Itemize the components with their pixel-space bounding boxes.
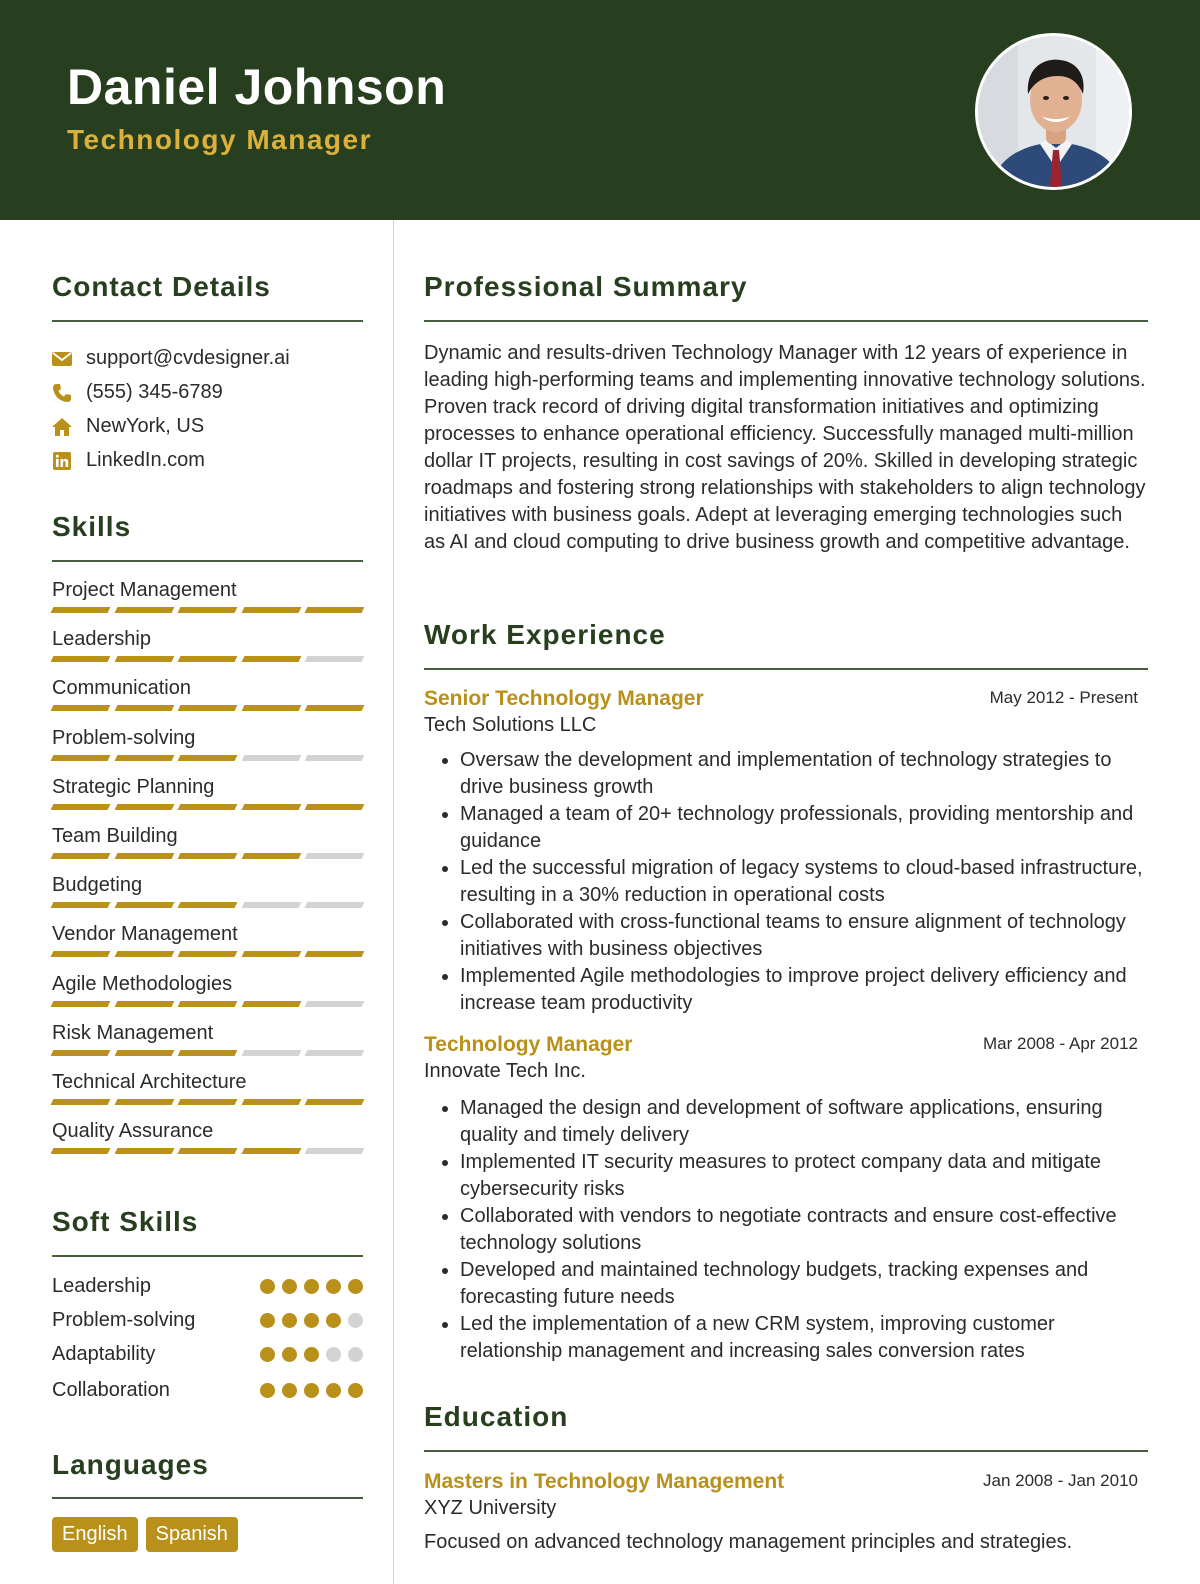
skill-name: Budgeting [52, 874, 143, 896]
skill-item [52, 628, 363, 651]
education-rule [424, 1450, 1148, 1452]
resume-header [0, 0, 1200, 220]
skill-level-segment [241, 902, 301, 908]
skill-level-segment [178, 951, 238, 957]
skill-level-segment [51, 1099, 111, 1105]
rating-dot [326, 1347, 341, 1362]
soft-skill-name: Leadership [52, 1275, 151, 1297]
job-bullet: • Collaborated with cross-functional teams to ensure alignment of technology initiatives with business objectives [460, 909, 1150, 963]
skill-item [52, 1120, 363, 1143]
skill-name: Quality Assurance [52, 1120, 214, 1142]
rating-dot [260, 1279, 275, 1294]
skill-level-bar [52, 705, 363, 711]
job-bullet: • Collaborated with vendors to negotiate contracts and ensure cost-effective technology solutions [460, 1203, 1150, 1257]
skill-level-bar [52, 607, 363, 613]
skill-item [52, 677, 363, 700]
soft-skill-item [52, 1309, 363, 1332]
rating-dot [348, 1313, 363, 1328]
column-divider [393, 220, 394, 1584]
skill-level-segment [241, 1099, 301, 1105]
degree-date: Jan 2008 - Jan 2010 [982, 1471, 1138, 1490]
skill-name: Vendor Management [52, 923, 238, 945]
rating-dot [260, 1347, 275, 1362]
skill-level-segment [241, 804, 301, 810]
skill-level-segment [241, 607, 301, 613]
skill-level-segment [241, 755, 301, 761]
skill-level-segment [114, 607, 174, 613]
contact-rule [52, 320, 363, 322]
skill-level-segment [305, 902, 365, 908]
contact-location-text: NewYork, US [86, 415, 205, 437]
skill-level-bar [52, 1050, 363, 1056]
skill-level-segment [241, 1001, 301, 1007]
rating-dot [304, 1313, 319, 1328]
envelope-icon [52, 349, 72, 369]
skill-level-segment [51, 951, 111, 957]
skill-level-segment [305, 1001, 365, 1007]
skill-level-segment [305, 804, 365, 810]
skill-level-bar [52, 755, 363, 761]
skill-item [52, 776, 363, 799]
skill-name: Agile Methodologies [52, 973, 233, 995]
linkedin-icon [52, 451, 72, 471]
skill-level-bar [52, 1099, 363, 1105]
skill-level-segment [51, 656, 111, 662]
education-heading: Education [424, 1401, 569, 1432]
summary-text: Dynamic and results-driven Technology Manager with 12 years of experience in leading high-performing teams and implementing innovative technology solutions. Proven track record of driving digital transformation initiatives and optimizing processes to enhance operational efficiency. Successfully managed multi-million dollar IT projects, resulting in cost savings of 20%. Skilled in developing strategic roadmaps and fostering strong relationships with stakeholders to align technology initiatives with business goals. Adept at leveraging emerging technologies such as AI and cloud computing to drive business growth and competitive advantage. [424, 342, 1146, 553]
soft-skills-heading: Soft Skills [52, 1206, 199, 1237]
rating-dot [282, 1383, 297, 1398]
skill-item [52, 874, 363, 897]
skill-level-segment [114, 902, 174, 908]
contact-heading: Contact Details [52, 271, 271, 302]
rating-dot [304, 1383, 319, 1398]
rating-dot [326, 1383, 341, 1398]
skill-item [52, 727, 363, 750]
contact-phone-text: (555) 345-6789 [86, 381, 223, 403]
skill-level-segment [51, 853, 111, 859]
degree-title: Masters in Technology Management [424, 1470, 785, 1493]
skill-level-segment [178, 853, 238, 859]
skill-level-segment [305, 656, 365, 662]
skill-item [52, 923, 363, 946]
person-portrait-icon [978, 36, 1132, 190]
contact-email[interactable] [52, 347, 290, 370]
skill-level-segment [241, 1148, 301, 1154]
skill-level-segment [114, 705, 174, 711]
skill-level-bar [52, 1148, 363, 1154]
skill-item [52, 1022, 363, 1045]
rating-dot [348, 1347, 363, 1362]
skill-level-segment [178, 1099, 238, 1105]
skill-name: Project Management [52, 579, 237, 601]
skill-level-segment [241, 951, 301, 957]
home-icon [52, 417, 72, 437]
candidate-title: Technology Manager [67, 124, 372, 155]
contact-phone[interactable] [52, 381, 223, 404]
skill-level-segment [305, 853, 365, 859]
skill-item [52, 579, 363, 602]
job-bullets [460, 1095, 1150, 1365]
candidate-name: Daniel Johnson [67, 59, 447, 115]
rating-dot [304, 1347, 319, 1362]
skill-name: Strategic Planning [52, 776, 215, 798]
rating-dot [348, 1279, 363, 1294]
contact-linkedin[interactable] [52, 449, 205, 472]
job-date: May 2012 - Present [989, 688, 1138, 707]
rating-dot [304, 1279, 319, 1294]
rating-dot [326, 1313, 341, 1328]
skill-level-segment [178, 755, 238, 761]
experience-rule [424, 668, 1148, 670]
job-bullet: • Led the successful migration of legacy systems to cloud-based infrastructure, resulting in a 30% reduction in operational costs [460, 855, 1150, 909]
soft-skill-rating [260, 1347, 363, 1362]
skill-level-segment [51, 902, 111, 908]
skill-level-segment [114, 951, 174, 957]
skill-level-segment [305, 1050, 365, 1056]
soft-skill-rating [260, 1279, 363, 1294]
rating-dot [348, 1383, 363, 1398]
job-bullets [460, 747, 1150, 1017]
skill-item [52, 825, 363, 848]
soft-skill-name: Problem-solving [52, 1309, 196, 1331]
skill-level-segment [114, 1148, 174, 1154]
skills-heading: Skills [52, 511, 132, 542]
language-badge: Spanish [146, 1517, 238, 1552]
experience-heading: Work Experience [424, 619, 666, 650]
skill-level-segment [51, 1148, 111, 1154]
skill-level-segment [305, 1148, 365, 1154]
summary-heading: Professional Summary [424, 271, 748, 302]
summary-rule [424, 320, 1148, 322]
skill-level-segment [114, 1099, 174, 1105]
skill-name: Risk Management [52, 1022, 214, 1044]
job-bullet: • Implemented Agile methodologies to improve project delivery efficiency and increase team productivity [460, 963, 1150, 1017]
job-title: Senior Technology Manager [424, 687, 704, 710]
job-bullet: • Implemented IT security measures to protect company data and mitigate cybersecurity risks [460, 1149, 1150, 1203]
job-bullet: • Managed the design and development of software applications, ensuring quality and timely delivery [460, 1095, 1150, 1149]
skill-level-segment [305, 951, 365, 957]
skill-item [52, 973, 363, 996]
skill-name: Problem-solving [52, 727, 196, 749]
job-date: Mar 2008 - Apr 2012 [983, 1034, 1138, 1053]
skills-rule [52, 560, 363, 562]
rating-dot [326, 1279, 341, 1294]
rating-dot [282, 1347, 297, 1362]
job-company: Innovate Tech Inc. [424, 1060, 586, 1082]
rating-dot [260, 1383, 275, 1398]
skill-level-segment [305, 705, 365, 711]
skill-level-segment [178, 1001, 238, 1007]
job-company: Tech Solutions LLC [424, 714, 597, 736]
skill-level-segment [114, 1001, 174, 1007]
soft-skill-item [52, 1379, 363, 1402]
skill-level-segment [51, 804, 111, 810]
soft-skill-rating [260, 1313, 363, 1328]
skill-name: Communication [52, 677, 191, 699]
soft-skill-name: Collaboration [52, 1379, 170, 1401]
languages-list [52, 1517, 238, 1552]
skill-name: Technical Architecture [52, 1071, 247, 1093]
skill-level-segment [114, 1050, 174, 1056]
skill-level-bar [52, 853, 363, 859]
profile-photo [975, 33, 1132, 190]
skill-level-segment [51, 705, 111, 711]
job-bullet: • Oversaw the development and implementation of technology strategies to drive business growth [460, 747, 1150, 801]
skill-level-segment [305, 1099, 365, 1105]
skill-level-segment [51, 1050, 111, 1056]
skill-level-segment [178, 656, 238, 662]
languages-rule [52, 1497, 363, 1499]
job-bullet: • Led the implementation of a new CRM system, improving customer relationship management and increasing sales conversion rates [460, 1311, 1150, 1365]
soft-skills-rule [52, 1255, 363, 1257]
skill-level-segment [178, 804, 238, 810]
skill-level-segment [305, 607, 365, 613]
rating-dot [282, 1279, 297, 1294]
skill-level-segment [305, 755, 365, 761]
skill-level-segment [178, 705, 238, 711]
soft-skill-item [52, 1343, 363, 1366]
degree-description: Focused on advanced technology management principles and strategies. [424, 1531, 1073, 1553]
skill-level-segment [178, 607, 238, 613]
skill-level-segment [178, 1050, 238, 1056]
skill-level-bar [52, 1001, 363, 1007]
skill-level-segment [241, 1050, 301, 1056]
skill-level-segment [114, 853, 174, 859]
skill-level-segment [114, 755, 174, 761]
soft-skill-name: Adaptability [52, 1343, 156, 1365]
skill-level-segment [241, 853, 301, 859]
skill-level-segment [51, 1001, 111, 1007]
skill-level-segment [114, 804, 174, 810]
job-bullet: • Developed and maintained technology budgets, tracking expenses and forecasting future needs [460, 1257, 1150, 1311]
skill-level-bar [52, 804, 363, 810]
languages-heading: Languages [52, 1449, 209, 1480]
contact-email-text: support@cvdesigner.ai [86, 347, 290, 369]
phone-icon [52, 383, 72, 403]
skill-level-segment [51, 607, 111, 613]
skill-name: Leadership [52, 628, 151, 650]
soft-skill-item [52, 1275, 363, 1298]
skill-level-bar [52, 951, 363, 957]
rating-dot [282, 1313, 297, 1328]
skill-level-segment [241, 656, 301, 662]
skill-level-bar [52, 902, 363, 908]
contact-linkedin-text: LinkedIn.com [86, 449, 205, 471]
skill-name: Team Building [52, 825, 178, 847]
skill-level-segment [178, 1148, 238, 1154]
soft-skill-rating [260, 1383, 363, 1398]
skill-level-segment [241, 705, 301, 711]
job-bullet: • Managed a team of 20+ technology professionals, providing mentorship and guidance [460, 801, 1150, 855]
contact-location [52, 415, 204, 438]
language-badge: English [52, 1517, 138, 1552]
school-name: XYZ University [424, 1497, 557, 1519]
skill-level-bar [52, 656, 363, 662]
skill-item [52, 1071, 363, 1094]
skill-level-segment [51, 755, 111, 761]
skill-level-segment [178, 902, 238, 908]
rating-dot [260, 1313, 275, 1328]
skill-level-segment [114, 656, 174, 662]
job-title: Technology Manager [424, 1033, 633, 1056]
